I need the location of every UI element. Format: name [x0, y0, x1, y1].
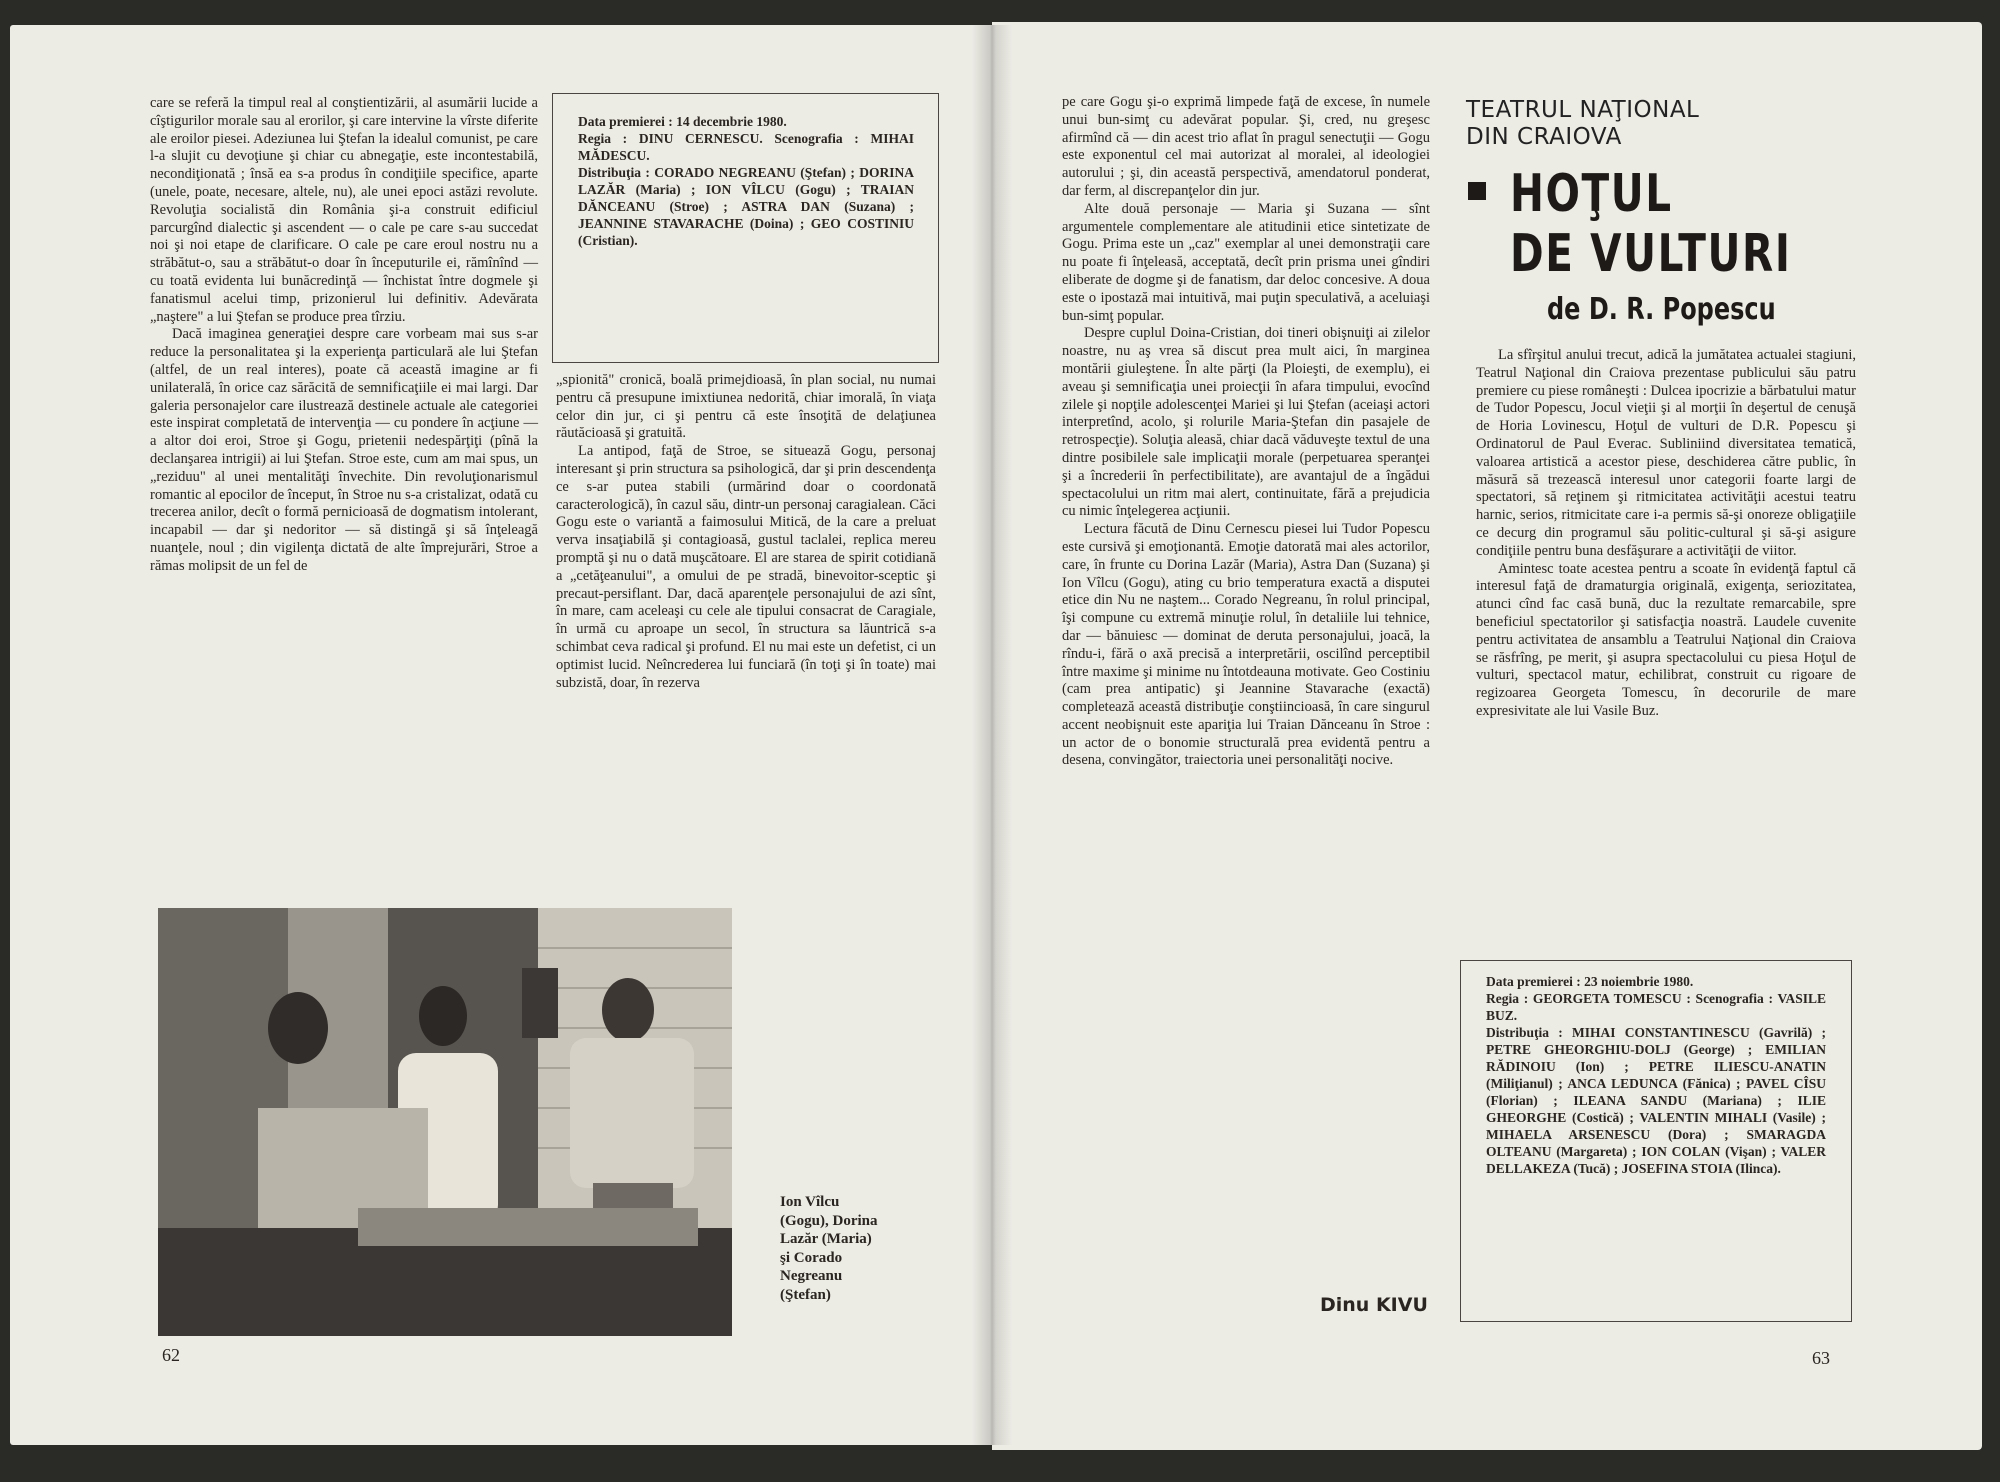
play-title	[1510, 164, 1791, 284]
right-page	[992, 22, 1982, 1450]
paragraph: Lectura făcută de Dinu Cernescu piesei lui Tudor Popescu este cursivă şi emoţionantă. Emoţie datorată mai ales actorilor, care, în frunte cu Dorina Lazăr (Maria), Astra Dan (Suzana) şi Ion Vîlcu (Gogu), ating cu brio temperatura exactă a disputei etice din Nu ne naştem... Corado Negreanu, în rolul principal, îşi compune cu extremă minuţie rolul, în detaliile lui tehnice, dar — bănuiesc — dominat de deruta personajului, joacă, la rîndu-i, fără o axă precisă a interpretării, oscilînd perceptibil între maxime şi minime nu întotdeauna motivate. Geo Costiniu (cam prea antipatic) şi Jeannine Stavarache (exactă) completează această distribuţie conştiincioasă, în care singurul accent neobişnuit este apariţia lui Traian Dănceanu în Stroe : un actor de o bonomie structurală prea evidentă pentru a desena, convingător, traiectoria unei personalităţi nocive.	[1062, 521, 1430, 769]
page-number: 63	[1812, 1348, 1830, 1368]
premiere-info-box	[578, 113, 914, 249]
cast-list: Distribuţia : MIHAI CONSTANTINESCU (Gavrilă) ; PETRE GHEORGHIU-DOLJ (George) ; EMILIAN RĂDINOIU (Ion) ; PETRE ILIESCU-ANATIN (Miliţianul) ; ANCA LEDUNCA (Fănica) ; PAVEL CÎSU (Florian) ; ILEANA SANDU (Mariana) ; ILIE GHEORGHE (Costică) ; VALENTIN MIHALI (Vasile) ; MIHAELA ARSENESCU (Dora) ; SMARAGDA OLTEANU (Margareta) ; ION COLAN (Vişan) ; VALER DELLAKEZA (Tucă) ; JOSEFINA STOIA (Ilinca).	[1486, 1025, 1826, 1176]
play-author: de D. R. Popescu	[1547, 292, 1776, 327]
paragraph: Amintesc toate acestea pentru a scoate în evidenţă faptul că interesul faţă de dramaturgia originală, exigenţa, seriozitatea, atunci cînd fac casă bună, duc la rezultate remarcabile, spre beneficiul spectatorilor şi satisfacţia noastră. Laudele cuvenite pentru activitatea de ansamblu a Teatrului Naţional din Craiova se răsfrîng, pe merit, şi asupra spectacolului cu piesa Hoţul de vulturi, spectacol matur, echilibrat, construit cu rigoare de regizoarea Georgeta Tomescu, în decorurile de mare expresivitate ale lui Vasile Buz.	[1476, 560, 1856, 719]
stage-photo	[158, 908, 732, 1336]
direction-credits: Regia : DINU CERNESCU. Scenografia : MIHAI MĂDESCU.	[578, 131, 914, 163]
theatre-name-line-2: DIN CRAIOVA	[1466, 124, 1622, 150]
left-column-1	[150, 95, 538, 576]
stage-photo-image	[158, 908, 732, 1336]
review-column	[1476, 347, 1856, 721]
title-bullet-icon	[1468, 182, 1486, 200]
paragraph: La antipod, faţă de Stroe, se situează Gogu, personaj interesant şi prin structura sa psihologică, dar şi prin descendenţa ce s-ar putea stabili (urmărind doar o coordonată caracterologică), în cazul său, dintr-un personaj caragialean. Căci Gogu este o variantă a faimosului Mitică, de la care a preluat verva insaţiabilă şi contagioasă, gustul taclalei, replica mereu promptă şi nu o dată muşcătoare. El are starea de spirit cotidiană a „cetăţeanului", a omului de pe stradă, binevoitor-sceptic şi precaut-persiflant. Dar, dacă aparenţele personajului de azi sînt, în mare, cam aceleaşi cu cele ale tipului consacrat de Caragiale, în urmă cu aproape un secol, în structura sa lăuntrică s-a schimbat ceva radical şi profund. El nu mai este un defetist, ci un optimist lucid. Neîncrederea lui funciară (în toţi şi în toate) mai subzistă, doar, în rezerva	[556, 443, 936, 691]
photo-caption: Ion Vîlcu (Gogu), Dorina Lazăr (Maria) şi Corado Negreanu (Ştefan)	[780, 1194, 878, 1303]
theatre-name	[1466, 97, 1699, 151]
paragraph: „spionită" cronică, boală primejdioasă, în plan social, nu numai pentru că presupune imixtiunea nedorită, chiar imorală, în viaţa celor din jur, ci şi pentru că este însoţită de delaţiunea răutăcioasă şi gratuită.	[556, 372, 936, 442]
theatre-name-line-1: TEATRUL NAŢIONAL	[1466, 97, 1700, 123]
paragraph: La sfîrşitul anului trecut, adică la jumătatea actualei stagiuni, Teatrul Naţional din Craiova prezentase publicului său patru premiere cu piese româneşti : Dulcea ipocrizie a bărbatului matur de Tudor Popescu, Jocul vieţii şi al morţii în deşertul de cenuşă de Horia Lovinescu, Hoţul de vulturi de D.R. Popescu şi Ordinatorul de Paul Everac. Subliniind diversitatea tematică, valoarea artistică a acestor piese, deschiderea către public, în măsură să trezească interesul unor categorii foarte largi de spectatori, să reţinem şi ritmicitatea activităţii acestui teatru harnic, serios, ritmicitate care i-a permis să-şi onoreze obligaţiile ce decurg din programul său politic-cultural şi să-şi asigure condiţiile pentru buna desfăşurare a activităţii de viitor.	[1476, 347, 1856, 559]
article-signature: Dinu KIVU	[1320, 1294, 1428, 1316]
right-column-main	[1062, 94, 1430, 770]
play-title-line-2: DE VULTURI	[1510, 224, 1792, 284]
play-title-line-1: HOŢUL	[1510, 164, 1673, 224]
direction-credits: Regia : GEORGETA TOMESCU : Scenografia : VASILE BUZ.	[1486, 991, 1826, 1023]
paragraph: Despre cuplul Doina-Cristian, doi tineri obişnuiţi ai zilelor noastre, nu aş vrea să discut prea mult aici, în marginea montării giuleştene. În alte părţi (la Ploieşti, de exemplu), ei aveau şi semnificaţia unei proiecţii în afara timpului, evocînd zilele şi nopţile adolescenţei Mariei şi lui Ştefan (aceiaşi actori interpretînd, acolo, şi rolurile Maria-Ştefan din pasajele de retrospecţie). Soluţia aleasă, chiar dacă văduveşte textul de una dintre posibilele sale implicaţii morale (perpetuarea speranţei şi a încrederii în perfectibilitate), are avantajul de a îngădui spectacolului un ritm mai alert, continuitate, fără a prejudicia cu nimic înţelegerea acţiunii.	[1062, 325, 1430, 520]
left-page	[10, 25, 992, 1445]
premiere-date: Data premierei : 14 decembrie 1980.	[578, 114, 787, 129]
premiere-info-box	[1486, 973, 1826, 1177]
paragraph: Alte două personaje — Maria şi Suzana — sînt argumentele complementare ale atitudinii etice sintetizate de Gogu. Prima este un „caz" exemplar al unei demonstraţii care nu poate fi înţeleasă, acceptată, decît prin prisma unei gîndiri eliberate de dogme şi de fanatism, dar deloc concesive. A doua este o ipostază mai intuitivă, mai puţin speculativă, a aceluiaşi bun-simţ popular.	[1062, 200, 1430, 324]
premiere-date: Data premierei : 23 noiembrie 1980.	[1486, 974, 1694, 989]
page-number: 62	[162, 1345, 180, 1365]
cast-list: Distribuţia : CORADO NEGREANU (Ştefan) ; DORINA LAZĂR (Maria) ; ION VÎLCU (Gogu) ; TRAIAN DĂNCEANU (Stroe) ; ASTRA DAN (Suzana) ; JEANNINE STAVARACHE (Doina) ; GEO COSTINIU (Cristian).	[578, 165, 914, 248]
paragraph: Dacă imaginea generaţiei despre care vorbeam mai sus s-ar reduce la personalitatea şi la experienţa particulară ale lui Ştefan (altfel, de un real interes), poate că această imagine ar fi unilaterală, în orice caz sărăcită de semnificaţiile ei mai largi. Dar galeria personajelor care ilustrează destinele actuale ale categoriei este inspirat completată de intervenţia — cu pondere în acţiune — a altor doi eroi, Stroe şi Gogu, prietenii nedespărţiţi (pînă la declanşarea intrigii) ai lui Ştefan. Stroe este, cum am mai spus, un „reziduu" al unei mentalităţi învechite. Din revoluţionarismul romantic al epocilor de început, în Stroe nu s-a cristalizat, odată cu trecerea anilor, decît o formă pernicioasă de dogmatism intolerant, incapabil — dar şi nedoritor — să distingă şi să înţeleagă nuanţele, noul ; din vigilenţa dictată de alte împrejurări, Stroe a rămas molipsit de un fel de	[150, 326, 538, 574]
paragraph: pe care Gogu şi-o exprimă limpede faţă de excese, în numele unui bun-simţ cu adevărat popular. Şi, cred, nu greşesc afirmînd că — din acest trio aflat în pragul senectuţii — Gogu este exponentul cel mai autorizat al moralei, al ideologiei autorului ; şi, din această perspectivă, amendatorul ponderat, dar ferm, al discrepanţelor din jur.	[1062, 94, 1430, 199]
left-column-2	[556, 372, 936, 692]
paragraph: care se referă la timpul real al conştientizării, al asumării lucide a cîştigurilor morale sau al erorilor, şi care intervine la vîrste diferite ale eroilor piesei. Adeziunea lui Ştefan la idealul comunist, pe care l-a slujit cu devoţiune şi chiar cu abnegaţie, este incontestabilă, necondiţionată ; însă ea s-a produs în condiţiile specifice, aparte (unele, poate, necesare, altele, nu), ale unei epoci astăzi revolute. Revoluţia socialistă din România şi-a construit edificiul parcurgînd dialectic şi ascendent — o cale pe care s-au succedat noi şi noi etape de clarificare. O cale pe care eroul nostru nu a străbătut-o, sau a străbătut-o doar în începuturile ei, rămînînd — cu toată evidenta lui bunăcredinţă — închistat între dogmele şi fanatismul acelui timp, prizonierul lui definitiv. Adevărata „naştere" a lui Ştefan se produce prea tîrziu.	[150, 95, 538, 325]
